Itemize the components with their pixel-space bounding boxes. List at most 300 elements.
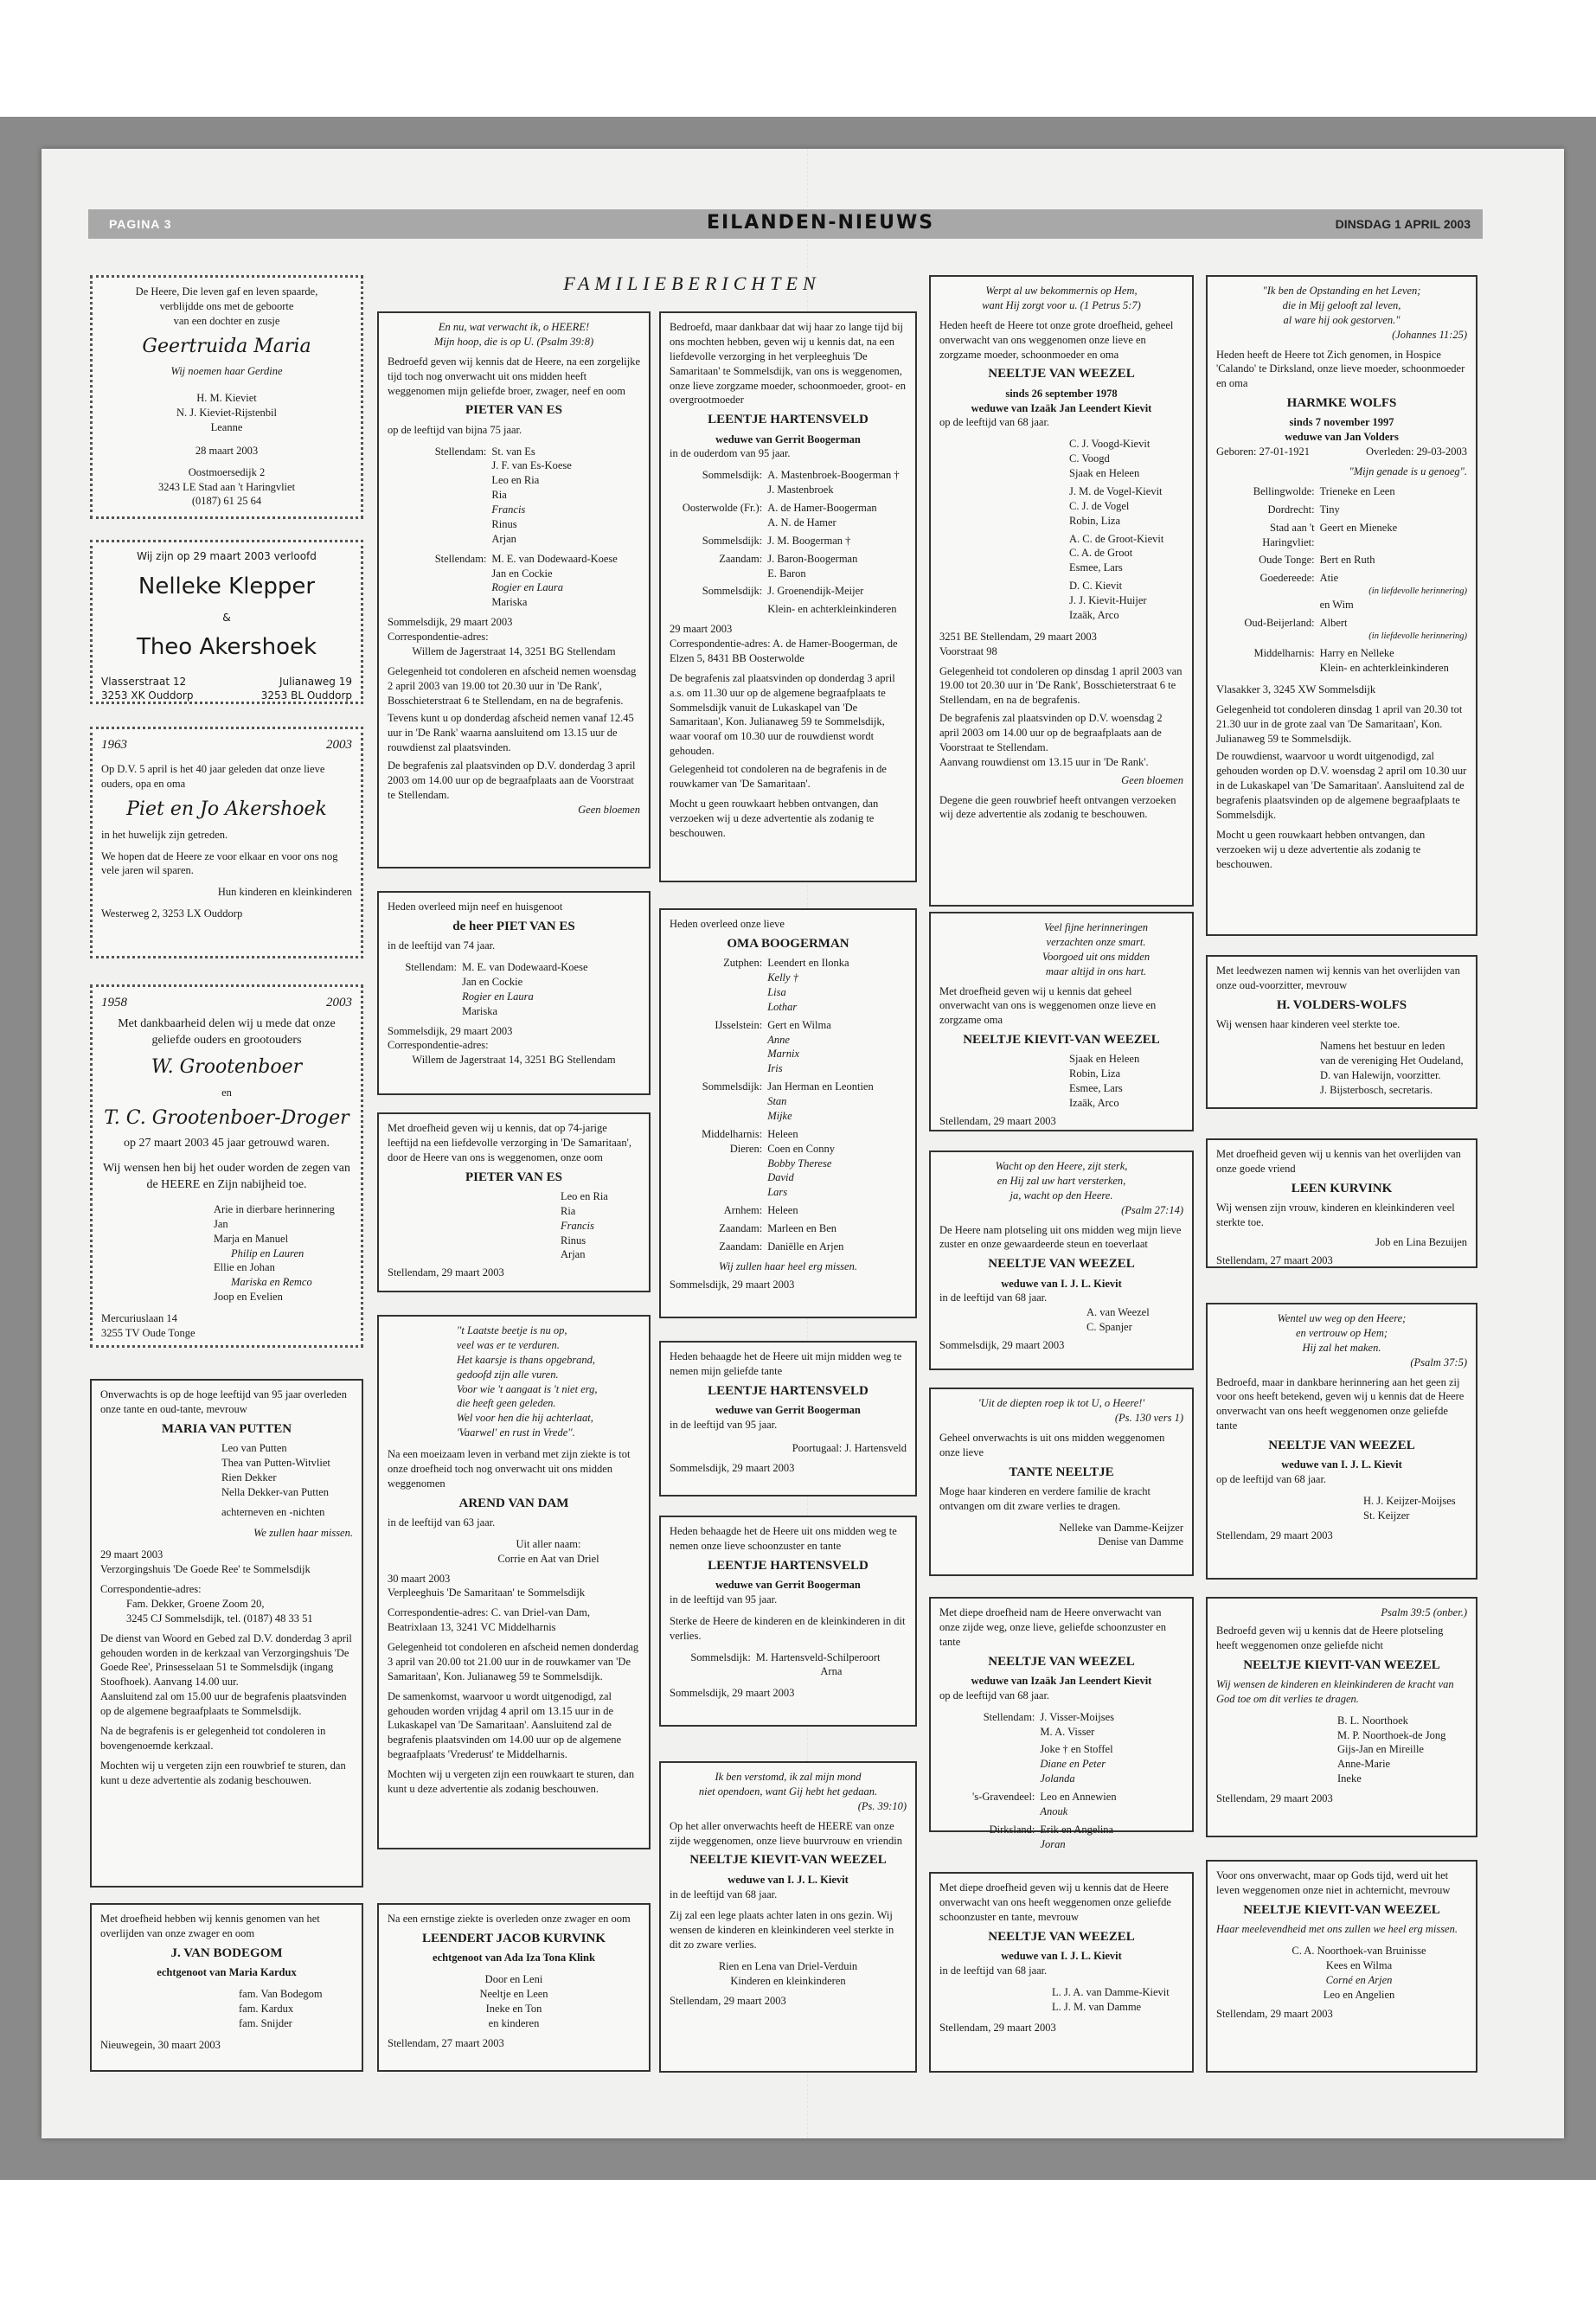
spouse-info: weduwe van Izaäk Jan Leendert Kievit (971, 1674, 1152, 1687)
quote-line: die in Mij gelooft zal leven, (1282, 298, 1401, 311)
family-member: Leo en Ria (491, 474, 540, 487)
quote-line: die heeft geen geleden. (457, 1397, 556, 1410)
signature: Geen bloemen (578, 803, 640, 816)
family-member: J. Baron-Boogerman (767, 552, 858, 565)
quote-line: niet opendoen, want Gij hebt het gedaan. (698, 1785, 878, 1798)
family-member: M. E. van Dodewaard-Koese (462, 961, 588, 973)
family-member: Neeltje en Leen (479, 1987, 548, 2000)
text: Geheel onverwachts is uit ons midden weggenomen onze lieve (939, 1431, 1165, 1458)
text: Wij wensen hen bij het ouder worden de zegen van de HEERE en Zijn nabijheid toe. (103, 1162, 350, 1192)
deceased-name: NEELTJE VAN WEEZEL (988, 1654, 1135, 1669)
intro: Heden overleed mijn neef en huisgenoot (388, 901, 563, 913)
spouse-info: weduwe van Izaäk Jan Leendert Kievit (971, 401, 1152, 414)
family-member: A. de Hamer-Boogerman (767, 502, 877, 514)
anniversary-announcement-1 (90, 727, 363, 958)
condolence-info: Gelegenheid tot condoleren en afscheid nemen woensdag 2 april 2003 van 19.00 tot 20.30 uur in 'De Rank', Bosschieterstraat 6 te Stellendam, en na de begrafenis. (388, 664, 637, 707)
family-member: Mijke (767, 1109, 792, 1122)
place-label: Arnhem: (723, 1204, 763, 1217)
intro: Onverwachts is op de hoge leeftijd van 95 jaar overleden onze tante en oud-tante, mevrouw (100, 1388, 347, 1415)
place-label (670, 602, 762, 617)
quote: We zullen haar missen. (253, 1527, 353, 1540)
deceased-name: TANTE NEELTJE (1009, 1465, 1114, 1479)
text: Zij zal een lege plaats achter laten in ons gezin. Wij wensen de kinderen en kleinkinderen veel sterkte in dit zo zware verlies. (670, 1909, 894, 1952)
quote-line: Wacht op den Heere, zijt sterk, (995, 1160, 1128, 1172)
address-right: Julianaweg 19 (279, 676, 352, 689)
family-member: Geert en Mieneke (1319, 521, 1398, 534)
child-name: Geertruida Maria (142, 335, 311, 357)
place-label: Sommelsdijk: (690, 1650, 751, 1663)
condolence-info: Gelegenheid tot condoleren en afscheid nemen donderdag 3 april van 20.00 tot 21.00 uur in de rouwkamer van 'De Samaritaan', Kon. Julianaweg 59 te Sommelsdijk. (388, 1641, 639, 1682)
family-member: St. Keijzer (1363, 1509, 1410, 1522)
place-label: Dieren: (729, 1142, 763, 1155)
spouse-info: echtgenoot van Maria Kardux (157, 1966, 297, 1978)
deceased-name: OMA BOOGERMAN (727, 936, 849, 951)
note: Degene die geen rouwbrief heeft ontvangen verzoeken wij deze advertentie als zodanig te beschouwen. (939, 793, 1176, 821)
date: Nieuwegein, 30 maart 2003 (100, 2038, 221, 2051)
text: Op het aller onverwachts heeft de HEERE van onze zijde weggenomen, onze lieve buurvrouw en vriendin (670, 1819, 903, 1847)
family-member: J. M. de Vogel-Kievit (1069, 484, 1163, 497)
text: Heden heeft de Heere tot onze grote droefheid, geheel onverwacht van ons weggenomen onze lieve en zorgzame moeder, schoonmoeder en oma (939, 318, 1174, 361)
family-member: Bert en Ruth (1319, 554, 1375, 567)
family-member: J. Mastenbroek (767, 484, 834, 497)
quote-line: ''t Laatste beetje is nu op, (457, 1324, 567, 1336)
date: Sommelsdijk, 29 maart 2003 (670, 1461, 795, 1474)
birth-announcement (90, 275, 363, 519)
address-line: Mercuriuslaan 14 (101, 1312, 177, 1325)
service-info: Tevens kunt u op donderdag afscheid nemen vanaf 12.45 uur in 'De Rank' waarna aansluitend om 13.15 uur de rouwdienst zal plaatsvinden. (388, 712, 634, 754)
family-member: D. C. Kievit (1069, 580, 1123, 593)
quote-line: Wel voor hen die hij achterlaat, (457, 1412, 593, 1425)
page-header (88, 209, 1483, 239)
family-member: David (767, 1171, 794, 1184)
parent: N. J. Kieviet-Rijstenbil (176, 407, 277, 420)
quote-line: want Hij zorgt voor u. (1 Petrus 5:7) (982, 298, 1141, 311)
age: in de leeftijd van 68 jaar. (939, 1964, 1048, 1977)
age: in de leeftijd van 74 jaar. (388, 939, 496, 952)
intro: Wij zijn op 29 maart 2003 verloofd (137, 550, 317, 562)
family-member: C. A. Noorthoek-van Bruinisse (1292, 1944, 1426, 1957)
family-member: fam. Van Bodegom (239, 1987, 323, 2000)
place-label: Sommelsdijk: (702, 469, 763, 482)
family-member: Jan en Cockie (491, 567, 553, 580)
family-member: Stan (767, 1095, 787, 1107)
age: in de leeftijd van 68 jaar. (939, 1292, 1048, 1304)
family-member: en Wim (1319, 599, 1354, 612)
family-member: Daniëlle en Arjen (767, 1240, 844, 1253)
text: Met diepe droefheid nam de Heere onverwacht van onze zijde weg, onze lieve, geliefde schoonzuster en tante (939, 1606, 1167, 1648)
family-member: Heleen (767, 1127, 798, 1140)
family-member: Francis (561, 1219, 594, 1232)
family-member: J. Visser-Moijses (1040, 1710, 1114, 1723)
and: en (221, 1086, 232, 1099)
quote-line: en Hij zal uw hart versterken, (997, 1174, 1126, 1187)
text: Met droefheid geven wij u kennis dat geheel onverwacht van ons is weggenomen onze lieve en zorgzame oma (939, 984, 1157, 1027)
place-label: Bellingwolde: (1253, 484, 1315, 497)
deceased-name: NEELTJE KIEVIT-VAN WEEZEL (1243, 1657, 1440, 1672)
quote-ref: (Ps. 130 vers 1) (1114, 1411, 1183, 1424)
quote-line: en vertrouw op Hem; (1295, 1326, 1388, 1339)
family-member: M. Hartensveld-Schilperoort (755, 1650, 881, 1663)
family-member: Door en Leni (484, 1973, 543, 1985)
quote-ref: (Johannes 11:25) (1392, 328, 1467, 341)
address-line: Voorstraat 98 (939, 644, 997, 657)
text: Bedroefd, maar in dankbare herinnering aan het geen zij voor ons heeft betekend, geven wij u kennis dat de Heere onverwacht van ons heeft weggenomen onze geliefde tante (1216, 1375, 1465, 1433)
signature: Geen bloemen (1121, 773, 1183, 786)
age: op de leeftijd van bijna 75 jaar. (388, 423, 522, 436)
birth-date: Geboren: 27-01-1921 (1216, 445, 1310, 458)
deceased-name: J. VAN BODEGOM (170, 1945, 283, 1960)
place-label: 's-Gravendeel: (972, 1791, 1035, 1803)
text: De Heere nam plotseling uit ons midden weg mijn lieve zuster en onze gewaardeerde steun en toeverlaat (939, 1223, 1182, 1251)
obituary-leentje-hartensveld (659, 311, 917, 882)
deceased-name: NEELTJE VAN WEEZEL (1268, 1439, 1415, 1452)
ampersand: & (222, 611, 231, 625)
quote-line: al ware hij ook gestorven." (1283, 313, 1401, 326)
text: Op D.V. 5 april is het 40 jaar geleden dat onze lieve ouders, opa en oma (101, 763, 325, 791)
place-label: Goedereede: (1259, 572, 1315, 585)
widow-since: sinds 26 september 1978 (1005, 387, 1118, 400)
address-left: Vlasserstraat 12 (101, 676, 187, 689)
quote: "Mijn genade is u genoeg". (1349, 465, 1467, 478)
place-label: IJsselstein: (715, 1018, 763, 1031)
deceased-name: LEENTJE HARTENSVELD (708, 413, 869, 427)
place-label: Sommelsdijk: (702, 534, 763, 547)
family-member: Rogier en Laura (491, 581, 564, 594)
obituary-neeltje-kievit-van-weezel-2 (929, 912, 1194, 1131)
place-label: Zaandam: (719, 1240, 763, 1253)
address-line: 3243 LE Stad aan 't Haringvliet (157, 480, 296, 493)
quote-ref: (Ps. 39:10) (857, 1799, 907, 1812)
age: in de leeftijd van 68 jaar. (670, 1888, 778, 1900)
text: Moge haar kinderen en verdere familie de kracht ontvangen om dit zware verlies te dragen. (939, 1484, 1151, 1512)
family-member: L. J. M. van Damme (1052, 2000, 1142, 2013)
deceased-name: AREND VAN DAM (458, 1496, 569, 1510)
correspondence: Correspondentie-adres: C. van Driel-van Dam, Beatrixlaan 13, 3241 VC Middelharnis (388, 1606, 590, 1634)
date: Sommelsdijk, 29 maart 2003 (388, 616, 513, 629)
address: Westerweg 2, 3253 LX Ouddorp (101, 907, 243, 920)
obituary-leentje-hartensveld-2 (659, 1341, 917, 1497)
quote-line: Voorgoed uit ons midden (1042, 950, 1151, 963)
page-number: PAGINA 3 (109, 217, 172, 231)
service-info: Aanvang rouwdienst om 13.15 uur in 'De Rank'. (939, 755, 1149, 768)
date: Stellendam, 29 maart 2003 (1216, 2008, 1333, 2021)
family-member: Anne-Marie (1337, 1758, 1391, 1771)
family-member: Marnix (767, 1048, 800, 1061)
family-label: Uit aller naam: (516, 1537, 581, 1550)
deceased-name: HARMKE WOLFS (1286, 396, 1397, 411)
quote-line: En nu, wat verwacht ik, o HEERE! (438, 321, 590, 333)
family-member: Leo en Annewien (1040, 1791, 1117, 1803)
family-member: Kelly † (767, 971, 798, 984)
wife-name: T. C. Grootenboer-Droger (104, 1106, 349, 1129)
service-info: De samenkomst, waarvoor u wordt uitgenodigd, zal gehouden worden vrijdag 4 april om 13.15 uur in de Lukaskapel van 'De Samaritaan'. Aansluitend zal de begrafenis plaatsvinden om 14.00 uur op de algemene begraafplaats 'Vrederust' te Middelharnis. (388, 1689, 622, 1761)
signatory: van de vereniging Het Oudeland, (1320, 1054, 1464, 1067)
date: Stellendam, 29 maart 2003 (1216, 1529, 1333, 1541)
spouse-info: weduwe van Gerrit Boogerman (715, 1404, 861, 1416)
family-member: Mariska (462, 1004, 498, 1017)
family-member: Coen en Conny (767, 1142, 835, 1155)
quote-line: Werpt al uw bekommernis op Hem, (985, 285, 1138, 297)
place-label: Middelharnis: (702, 1127, 763, 1140)
family-member: Arna (820, 1665, 843, 1678)
family-member: Klein- en achterkleinkinderen (767, 603, 897, 616)
family-member: achterneven en -nichten (221, 1505, 325, 1518)
place-label: Stellendam: (434, 552, 487, 565)
family-member: Gert en Wilma (767, 1018, 831, 1031)
correspondence-label: Correspondentie-adres: (100, 1583, 202, 1595)
address-left: 3253 XK Ouddorp (101, 689, 194, 702)
family-member: Jan en Cockie (462, 975, 523, 988)
deceased-name: LEENTJE HARTENSVELD (708, 1558, 869, 1573)
family-member: Atie (1319, 572, 1339, 585)
text: Met leedwezen namen wij kennis van het overlijden van onze oud-voorzitter, mevrouw (1216, 965, 1460, 991)
family-member: J. Groenendijk-Meijer (767, 585, 864, 598)
family-member: Mariska en Remco (231, 1276, 312, 1289)
year-start: 1958 (101, 996, 127, 1009)
couple-names: Piet en Jo Akershoek (126, 798, 327, 820)
address: Vlasakker 3, 3245 XW Sommelsdijk (1216, 683, 1376, 695)
deceased-name: LEEN KURVINK (1291, 1181, 1393, 1195)
family-member: Iris (767, 1062, 783, 1075)
family-member: Joran (1040, 1837, 1066, 1850)
obituary-leen-kurvink (1206, 1138, 1477, 1268)
text: Haar meelevendheid met ons zullen we heel erg missen. (1216, 1923, 1458, 1935)
family-member: Esmee, Lars (1069, 1082, 1123, 1095)
death-date: Overleden: 29-03-2003 (1366, 445, 1467, 458)
place-label: Zaandam: (719, 1222, 763, 1234)
family-member: Arjan (491, 532, 516, 545)
family-member: Diane en Peter (1040, 1758, 1106, 1771)
husband-name: W. Grootenboer (151, 1056, 303, 1079)
family-member: J. F. van Es-Koese (491, 459, 572, 472)
quote-line: Hij zal het maken. (1302, 1341, 1381, 1354)
family-member: Francis (491, 503, 526, 516)
burial-info: Aansluitend zal om 15.00 uur de begrafenis plaatsvinden op de algemene begraafplaats te Sommelsdijk. (100, 1690, 347, 1717)
spouse-info: weduwe van Gerrit Boogerman (715, 433, 861, 445)
text: Na een moeizaam leven in verband met zijn ziekte is tot onze droefheid toch nog onverwacht uit ons midden weggenomen (388, 1448, 631, 1490)
quote-ref: (Psalm 27:14) (1121, 1203, 1183, 1216)
deceased-name: NEELTJE VAN WEEZEL (988, 1257, 1135, 1272)
family-member: C. Spanjer (1086, 1321, 1132, 1334)
place: Verzorgingshuis 'De Goede Ree' te Sommelsdijk (100, 1563, 311, 1576)
age: in de ouderdom van 95 jaar. (670, 447, 791, 460)
text-line: De Heere, Die leven gaf en leven spaarde, (135, 285, 318, 298)
family-member: Denise van Damme (1098, 1535, 1183, 1548)
family-member: Rien Dekker (221, 1471, 277, 1484)
family-member: A. van Weezel (1086, 1306, 1150, 1319)
called-name: Wij noemen haar Gerdine (170, 365, 283, 378)
obituary-j-van-bodegom (90, 1903, 363, 2072)
family-member: J. J. Kievit-Huijer (1069, 594, 1147, 606)
family-member: Jolanda (1040, 1772, 1075, 1785)
family-member: fam. Kardux (239, 2002, 294, 2015)
address-right: 3253 BL Ouddorp (260, 689, 352, 702)
date: Sommelsdijk, 29 maart 2003 (670, 1687, 795, 1700)
family-member: Tiny (1319, 503, 1340, 516)
family-member: Jan (214, 1217, 228, 1230)
family-member: Robin, Liza (1069, 514, 1121, 527)
date: Stellendam, 29 maart 2003 (939, 2022, 1056, 2035)
family-member: E. Baron (767, 567, 806, 580)
obituary-maria-van-putten (90, 1379, 363, 1888)
family-member: H. J. Keijzer-Moijses (1363, 1495, 1456, 1507)
obituary-neeltje-van-weezel-5 (1206, 1303, 1477, 1580)
text: Met droefheid geven wij u kennis, dat op 74-jarige leeftijd na een liefdevolle verzorging in 'De Samaritaan', door de Heere van ons is weggenomen, onze oom (388, 1122, 631, 1163)
signatory: D. van Halewijn, voorzitter. (1320, 1068, 1441, 1081)
text: in het huwelijk zijn getreden. (101, 828, 228, 841)
age: in de leeftijd van 63 jaar. (388, 1516, 496, 1529)
service-info: De rouwdienst, waarvoor u wordt uitgenodigd, zal gehouden worden op D.V. woensdag 2 april om 10.30 uur in de Lukaskapel van 'De Samaritaan'. Aansluitend zal de begrafenis plaatsvinden op de algemene begraafplaats te Sommelsdijk. (1216, 750, 1467, 821)
family-member: Corné en Arjen (1325, 1973, 1393, 1986)
family-member: Izaäk, Arco (1069, 608, 1119, 621)
family-member: Marleen en Ben (767, 1222, 837, 1234)
text: Wij wensen de kinderen en kleinkinderen de kracht van God toe om dit verlies te dragen. (1216, 1677, 1454, 1705)
obituary-h-volders-wolfs (1206, 955, 1477, 1109)
family-member: Sjaak en Heleen (1069, 1053, 1140, 1066)
place-label: Sommelsdijk: (702, 1080, 763, 1093)
burial-info: De begrafenis zal plaatsvinden op D.V. donderdag 3 april 2003 om 14.00 uur op de begraafplaats aan de Voorstraat te Stellendam. (388, 760, 636, 801)
signatory: Namens het bestuur en leden (1320, 1039, 1445, 1052)
place-label: Stellendam: (405, 961, 458, 973)
text: Voor ons onverwacht, maar op Gods tijd, werd uit het leven weggenomen onze niet in achternicht, mevrouw (1216, 1869, 1451, 1896)
quote-line: "Ik ben de Opstanding en het Leven; (1262, 285, 1421, 297)
family-member: Lisa (767, 985, 786, 998)
family-member: Robin, Liza (1069, 1067, 1121, 1080)
place-label: Stellendam: (983, 1710, 1035, 1723)
obituary-neeltje-kievit-van-weezel-3 (1206, 1597, 1477, 1837)
sibling: Leanne (210, 420, 243, 433)
place-label: Stellendam: (434, 445, 487, 458)
family-member: Erik en Angelina (1040, 1823, 1114, 1836)
obituary-leentje-hartensveld-3 (659, 1516, 917, 1727)
date: 30 maart 2003 (388, 1572, 451, 1585)
family-member: M. P. Noorthoek-de Jong (1337, 1728, 1446, 1741)
obituary-tante-neeltje (929, 1388, 1194, 1576)
anniversary-announcement-2 (90, 984, 363, 1348)
obituary-neeltje-kievit-van-weezel (659, 1761, 917, 2073)
family-member: A. Mastenbroek-Boogerman † (767, 469, 900, 482)
family-member: Poortugaal: J. Hartensveld (792, 1441, 907, 1454)
family-member: Leendert en Ilonka (767, 957, 849, 970)
address-line: (0187) 61 25 64 (191, 495, 262, 508)
burial-info: De begrafenis zal plaatsvinden op D.V. woensdag 2 april 2003 om 14.00 uur op de begraafplaats aan de Voorstraat te Stellendam. (939, 712, 1163, 753)
spouse-info: echtgenoot van Ada Iza Tona Klink (433, 1952, 595, 1965)
family-member: Jan Herman en Leontien (767, 1080, 874, 1093)
service-info: De dienst van Woord en Gebed zal D.V. donderdag 3 april gehouden worden in de kerkzaal van Verzorgingshuis 'De Goede Ree', Prinsesselaan 51 te Sommelsdijk (ingang Stoofhoek). Aanvang 14.00 uur. (100, 1631, 352, 1689)
condolence-info: Gelegenheid tot condoleren na de begrafenis in de rouwkamer van 'De Samaritaan'. (670, 763, 887, 790)
year-end: 2003 (326, 738, 352, 752)
obituary-leendert-jacob-kurvink (377, 1903, 651, 2072)
family-member: Trieneke en Leen (1319, 484, 1395, 497)
quote-ref: (Psalm 37:5) (1410, 1356, 1467, 1368)
spouse-info: weduwe van Jan Volders (1285, 431, 1399, 444)
deceased-name: LEENTJE HARTENSVELD (708, 1383, 869, 1398)
address-line: Oostmoersedijk 2 (188, 465, 266, 478)
family-member: Ineke en Ton (485, 2002, 542, 2015)
date: Stellendam, 27 maart 2003 (388, 2036, 504, 2049)
family-member: Esmee, Lars (1069, 561, 1123, 574)
deceased-name: MARIA VAN PUTTEN (161, 1421, 292, 1436)
deceased-name: PIETER VAN ES (465, 403, 562, 418)
family-member: Izaäk, Arco (1069, 1097, 1119, 1109)
family-member: Bobby Therese (767, 1157, 832, 1170)
date: 28 maart 2003 (195, 444, 259, 457)
family-member: Ria (491, 489, 507, 502)
signatory: J. Bijsterbosch, secretaris. (1320, 1083, 1433, 1096)
family-member: Nelleke van Damme-Keijzer (1059, 1521, 1183, 1534)
age: op de leeftijd van 68 jaar. (939, 1689, 1050, 1702)
text: Bedroefd geven wij u kennis dat de Heere plotseling heeft weggenomen onze geliefde nicht (1216, 1624, 1444, 1651)
text: Met dankbaarheid delen wij u mede dat onze geliefde ouders en grootouders (118, 1017, 336, 1048)
condolence-info: Na de begrafenis is er gelegenheid tot condoleren in bovengenoemde kerkzaal. (100, 1724, 326, 1752)
year-start: 1963 (101, 738, 127, 752)
date: Stellendam, 29 maart 2003 (388, 1266, 504, 1279)
note: Mocht u geen rouwkaart hebben ontvangen, dan verzoeken wij u deze advertentie als zodanig te beschouwen. (1216, 828, 1426, 870)
family-member: Nella Dekker-van Putten (221, 1485, 330, 1498)
family-member: Harry en Nelleke (1319, 647, 1394, 660)
deceased-name: NEELTJE VAN WEEZEL (988, 367, 1135, 381)
family-member: Arjan (561, 1248, 586, 1261)
family-member: en kinderen (488, 2016, 540, 2029)
address-line: 3255 TV Oude Tonge (101, 1326, 195, 1339)
family-member: Rien en Lena van Driel-Verduin (718, 1960, 858, 1972)
text: Wij wensen zijn vrouw, kinderen en kleinkinderen veel sterkte toe. (1216, 1202, 1455, 1228)
obituary-pieter-van-es (377, 311, 651, 868)
family-member: (in liefdevolle herinnering) (1368, 631, 1467, 642)
quote-line: Mijn hoop, die is op U. (Psalm 39:8) (433, 335, 594, 348)
spouse-info: weduwe van I. J. L. Kievit (727, 1873, 849, 1886)
family-member: Rogier en Laura (462, 990, 534, 1003)
family-member: Rinus (491, 517, 517, 530)
family-member: Kees en Wilma (1325, 1958, 1393, 1971)
engaged-name-2: Theo Akershoek (136, 634, 317, 661)
correspondence-label: Correspondentie-adres: (388, 631, 489, 643)
correspondence-address: 3245 CJ Sommelsdijk, tel. (0187) 48 33 51 (126, 1612, 313, 1625)
family-member: C. J. de Vogel (1069, 499, 1130, 512)
deceased-name: NEELTJE VAN WEEZEL (988, 1929, 1135, 1944)
obituary-neeltje-kievit-van-weezel-4 (1206, 1860, 1477, 2073)
family-member: M. E. van Dodewaard-Koese (491, 552, 618, 565)
family-member: C. J. Voogd-Kievit (1069, 438, 1151, 451)
parent: H. M. Kieviet (196, 392, 257, 405)
date: Stellendam, 27 maart 2003 (1216, 1253, 1333, 1266)
text: Met diepe droefheid geven wij u kennis dat de Heere onverwacht van ons heeft weggenomen onze geliefde schoonzuster en tante, mevrouw (939, 1881, 1171, 1923)
date: Stellendam, 29 maart 2003 (1216, 1792, 1333, 1804)
date: Stellendam, 29 maart 2003 (670, 1994, 786, 2007)
family-member: Philip en Lauren (231, 1247, 304, 1259)
condolence-info: Gelegenheid tot condoleren op dinsdag 1 april 2003 van 19.00 tot 20.30 uur in 'De Rank', Bosschieterstraat 6 te Stellendam, en na de begrafenis. (939, 664, 1183, 707)
signatory: Job en Lina Bezuijen (1375, 1235, 1467, 1248)
date: Stellendam, 29 maart 2003 (939, 1114, 1056, 1127)
place: Verpleeghuis 'De Samaritaan' te Sommelsdijk (388, 1586, 586, 1599)
age: in de leeftijd van 95 jaar. (670, 1593, 778, 1606)
family-member: Mariska (491, 596, 528, 609)
obituary-neeltje-van-weezel-3 (929, 1597, 1194, 1850)
place-label: Middelharnis: (1253, 647, 1315, 660)
intro: Na een ernstige ziekte is overleden onze zwager en oom (388, 1913, 631, 1925)
obituary-neeltje-van-weezel (929, 275, 1194, 907)
text: Bedroefd, maar dankbaar dat wij haar zo lange tijd bij ons mochten hebben, geven wij u kennis dat, na een liefdevolle verzorging in het verpleeghuis 'De Samaritaan' te Sommelsdijk, van ons is weggenomen, onze lieve zorgzame moeder, schoonmoeder, groot- en overgrootmoeder (670, 321, 906, 407)
quote-line: 'Vaarwel' en rust in Vrede''. (457, 1426, 575, 1439)
age: op de leeftijd van 68 jaar. (939, 416, 1050, 429)
obituary-piet-van-es (377, 891, 651, 1095)
note: Mocht u geen rouwkaart hebben ontvangen, dan verzoeken wij u deze advertentie als zodanig te beschouwen. (670, 797, 879, 839)
section-title: FAMILIEBERICHTEN (563, 272, 821, 294)
family-member: (in liefdevolle herinnering) (1368, 586, 1467, 597)
family-member: Ria (561, 1204, 576, 1217)
correspondence: Correspondentie-adres: A. de Hamer-Boogerman, de Elzen 5, 8431 BB Oosterwolde (670, 638, 898, 664)
family-member: L. J. A. van Damme-Kievit (1052, 1985, 1170, 1998)
